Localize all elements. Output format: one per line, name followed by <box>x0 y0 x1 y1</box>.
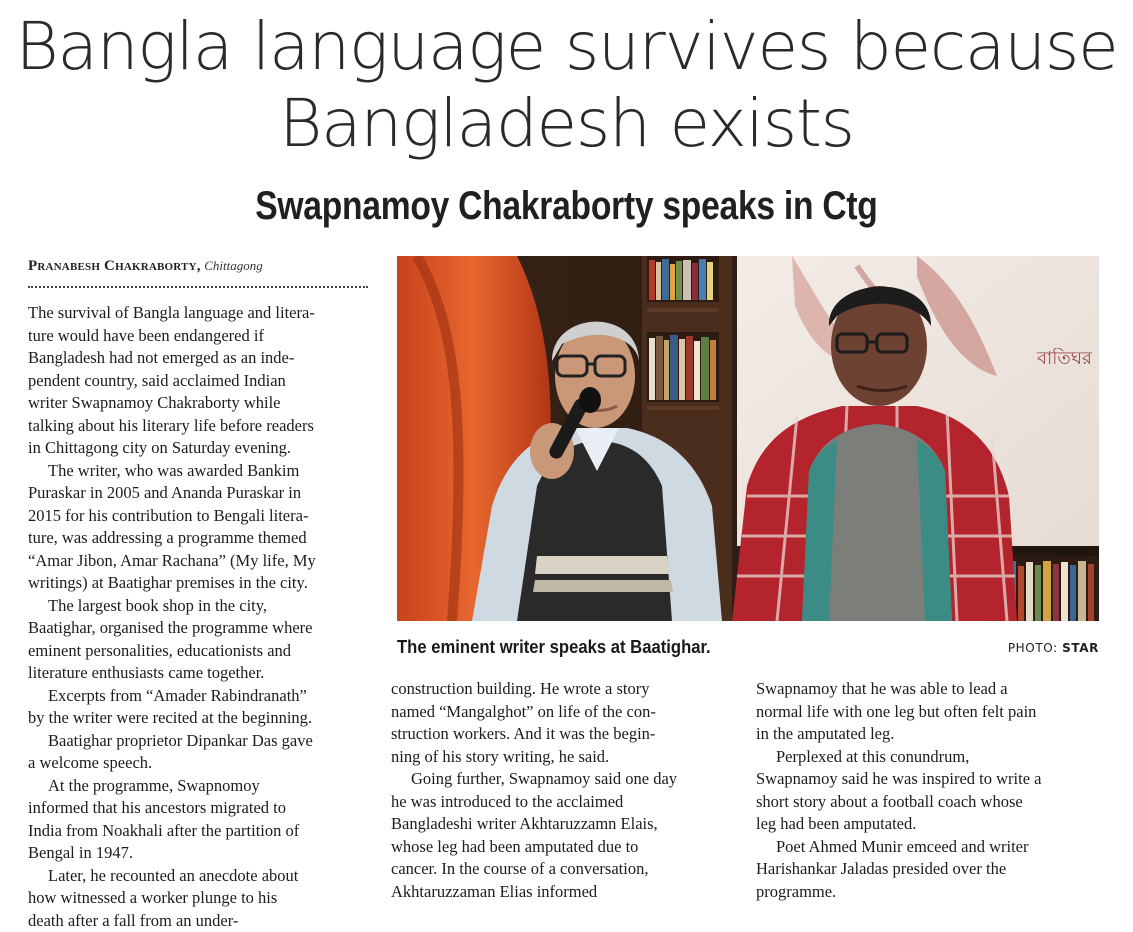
text-line: pendent country, said acclaimed Indian <box>28 370 370 393</box>
text-line: writer Swapnamoy Chakraborty while <box>28 392 370 415</box>
text-line: Bangladesh had not emerged as an inde- <box>28 347 370 370</box>
text-line: Puraskar in 2005 and Ananda Puraskar in <box>28 482 370 505</box>
paragraph <box>28 460 370 595</box>
paragraph <box>28 865 370 932</box>
text-line: in Chittagong city on Saturday evening. <box>28 437 370 460</box>
photo-credit-label: PHOTO: <box>1008 641 1058 655</box>
text-line: Bengal in 1947. <box>28 842 370 865</box>
text-line: eminent personalities, educationists and <box>28 640 370 663</box>
paragraph <box>756 746 1101 836</box>
article-column-3 <box>756 678 1101 903</box>
text-line: programme. <box>756 881 1101 904</box>
text-line: literature enthusiasts came together. <box>28 662 370 685</box>
photo-caption: The eminent writer speaks at Baatighar. <box>397 636 711 658</box>
text-line: The writer, who was awarded Bankim <box>28 460 370 483</box>
text-line: Akhtaruzzaman Elias informed <box>391 881 736 904</box>
headline-line-1: Bangla language survives because <box>0 14 1133 80</box>
text-line: ture, was addressing a programme themed <box>28 527 370 550</box>
text-line: short story about a football coach whose <box>756 791 1101 814</box>
text-line: Baatighar, organised the programme where <box>28 617 370 640</box>
text-line: The largest book shop in the city, <box>28 595 370 618</box>
text-line: Excerpts from “Amader Rabindranath” <box>28 685 370 708</box>
text-line: he was introduced to the acclaimed <box>391 791 736 814</box>
article-column-2 <box>391 678 736 903</box>
article-photo <box>397 256 1099 621</box>
text-line: The survival of Bangla language and litera- <box>28 302 370 325</box>
text-line: cancer. In the course of a conversation, <box>391 858 736 881</box>
headline-line-2: Bangladesh exists <box>0 91 1133 157</box>
text-line: talking about his literary life before readers <box>28 415 370 438</box>
subheadline: Swapnamoy Chakraborty speaks in Ctg <box>91 184 1043 229</box>
photo-illustration <box>397 256 1099 621</box>
text-line: ning of his story writing, he said. <box>391 746 736 769</box>
text-line: informed that his ancestors migrated to <box>28 797 370 820</box>
text-line: “Amar Jibon, Amar Rachana” (My life, My <box>28 550 370 573</box>
text-line: Poet Ahmed Munir emceed and writer <box>756 836 1101 859</box>
text-line: Baatighar proprietor Dipankar Das gave <box>28 730 370 753</box>
paragraph <box>28 685 370 730</box>
byline-author: Pranabesh Chakraborty, <box>28 258 201 274</box>
paragraph <box>28 775 370 865</box>
byline-divider <box>28 286 368 288</box>
text-line: ture would have been endangered if <box>28 325 370 348</box>
text-line: 2015 for his contribution to Bengali litera- <box>28 505 370 528</box>
byline <box>28 258 368 275</box>
paragraph <box>391 768 736 903</box>
paragraph <box>756 836 1101 904</box>
text-line: At the programme, Swapnomoy <box>28 775 370 798</box>
text-line: Going further, Swapnamoy said one day <box>391 768 736 791</box>
photo-credit <box>1008 641 1099 655</box>
byline-location: Chittagong <box>204 258 263 273</box>
text-line: a welcome speech. <box>28 752 370 775</box>
text-line: struction workers. And it was the begin- <box>391 723 736 746</box>
paragraph <box>28 595 370 685</box>
paragraph <box>28 730 370 775</box>
text-line: Bangladeshi writer Akhtaruzzamn Elais, <box>391 813 736 836</box>
headline <box>0 14 1133 157</box>
text-line: whose leg had been amputated due to <box>391 836 736 859</box>
text-line: India from Noakhali after the partition of <box>28 820 370 843</box>
text-line: by the writer were recited at the beginning. <box>28 707 370 730</box>
text-line: named “Mangalghot” on life of the con- <box>391 701 736 724</box>
text-line: how witnessed a worker plunge to his <box>28 887 370 910</box>
text-line: normal life with one leg but often felt pain <box>756 701 1101 724</box>
paragraph <box>756 678 1101 746</box>
poster-text: বাতিঘর <box>1036 348 1093 369</box>
text-line: Later, he recounted an anecdote about <box>28 865 370 888</box>
article-column-1 <box>28 302 370 932</box>
paragraph <box>391 678 736 768</box>
text-line: leg had been amputated. <box>756 813 1101 836</box>
text-line: construction building. He wrote a story <box>391 678 736 701</box>
text-line: Swapnamoy that he was able to lead a <box>756 678 1101 701</box>
photo-credit-source: STAR <box>1062 641 1099 655</box>
text-line: death after a fall from an under- <box>28 910 370 932</box>
text-line: Perplexed at this conundrum, <box>756 746 1101 769</box>
text-line: writings) at Baatighar premises in the city. <box>28 572 370 595</box>
text-line: in the amputated leg. <box>756 723 1101 746</box>
text-line: Swapnamoy said he was inspired to write a <box>756 768 1101 791</box>
paragraph <box>28 302 370 460</box>
text-line: Harishankar Jaladas presided over the <box>756 858 1101 881</box>
